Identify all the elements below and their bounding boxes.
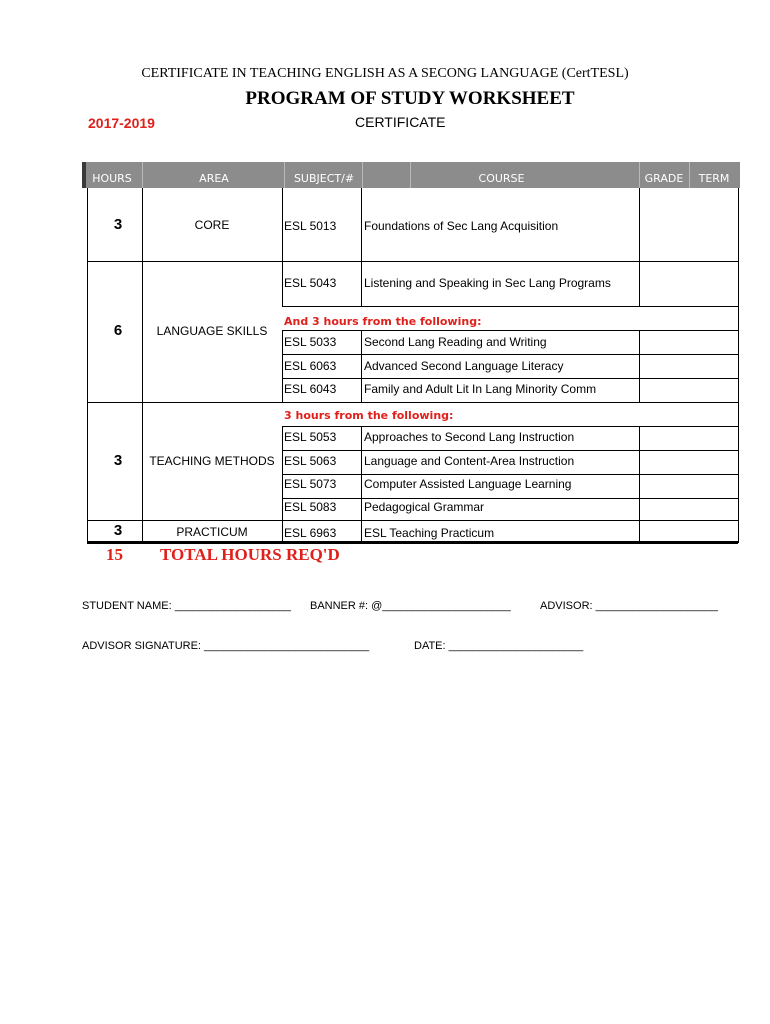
- program-years: 2017-2019: [88, 115, 155, 131]
- teaching-methods-area: TEACHING METHODS: [149, 454, 275, 468]
- worksheet-title: PROGRAM OF STUDY WORKSHEET: [245, 88, 575, 109]
- col-grade: GRADE: [644, 172, 684, 185]
- header-edge: [82, 162, 86, 188]
- row-subject: ESL 5013: [284, 219, 337, 233]
- row-subject: ESL 5083: [284, 500, 337, 514]
- row-course: Advanced Second Language Literacy: [364, 359, 564, 373]
- language-skills-note: And 3 hours from the following:: [284, 315, 482, 328]
- table-header: [82, 162, 740, 188]
- col-hours: HOURS: [92, 172, 132, 185]
- practicum-hours: 3: [113, 522, 123, 539]
- row-subject: ESL 5033: [284, 335, 337, 349]
- col-area: AREA: [199, 172, 229, 185]
- row-course: Computer Assisted Language Learning: [364, 477, 572, 491]
- row-subject: ESL 6063: [284, 359, 337, 373]
- advisor-field[interactable]: ADVISOR: ____________________: [540, 600, 718, 612]
- row-subject: ESL 5063: [284, 454, 337, 468]
- core-area: CORE: [194, 218, 230, 232]
- advisor-signature-field[interactable]: ADVISOR SIGNATURE: ___________________________: [82, 640, 370, 652]
- core-hours: 3: [113, 216, 123, 233]
- row-course: ESL Teaching Practicum: [364, 526, 495, 540]
- row-course: Language and Content-Area Instruction: [364, 454, 575, 468]
- row-course: Listening and Speaking in Sec Lang Programs: [364, 276, 611, 290]
- row-course: Pedagogical Grammar: [364, 500, 485, 514]
- teaching-methods-note: 3 hours from the following:: [284, 409, 454, 422]
- col-course: COURSE: [478, 172, 525, 185]
- certificate-title: CERTIFICATE IN TEACHING ENGLISH AS A SECONG LANGUAGE (CertTESL): [141, 66, 629, 81]
- language-skills-hours: 6: [113, 322, 123, 339]
- row-subject: ESL 6963: [284, 526, 337, 540]
- row-subject: ESL 6043: [284, 382, 337, 396]
- practicum-area: PRACTICUM: [176, 525, 248, 539]
- col-subject: SUBJECT/#: [293, 172, 355, 185]
- teaching-methods-hours: 3: [113, 452, 123, 469]
- row-course: Approaches to Second Lang Instruction: [364, 430, 575, 444]
- row-subject: ESL 5073: [284, 477, 337, 491]
- banner-field[interactable]: BANNER #: @_____________________: [310, 600, 511, 612]
- language-skills-area: LANGUAGE SKILLS: [156, 324, 268, 338]
- row-subject: ESL 5043: [284, 276, 337, 290]
- date-field[interactable]: DATE: ______________________: [414, 640, 584, 652]
- row-subject: ESL 5053: [284, 430, 337, 444]
- row-course: Family and Adult Lit In Lang Minority Comm: [364, 382, 597, 396]
- row-course: Second Lang Reading and Writing: [364, 335, 547, 349]
- col-term: TERM: [698, 172, 730, 185]
- total-hours: 15: [106, 545, 123, 564]
- program-type: CERTIFICATE: [355, 114, 446, 130]
- row-course: Foundations of Sec Lang Acquisition: [364, 219, 559, 233]
- total-hours-label: TOTAL HOURS REQ'D: [160, 545, 340, 564]
- student-name-field[interactable]: STUDENT NAME: ___________________: [82, 600, 291, 612]
